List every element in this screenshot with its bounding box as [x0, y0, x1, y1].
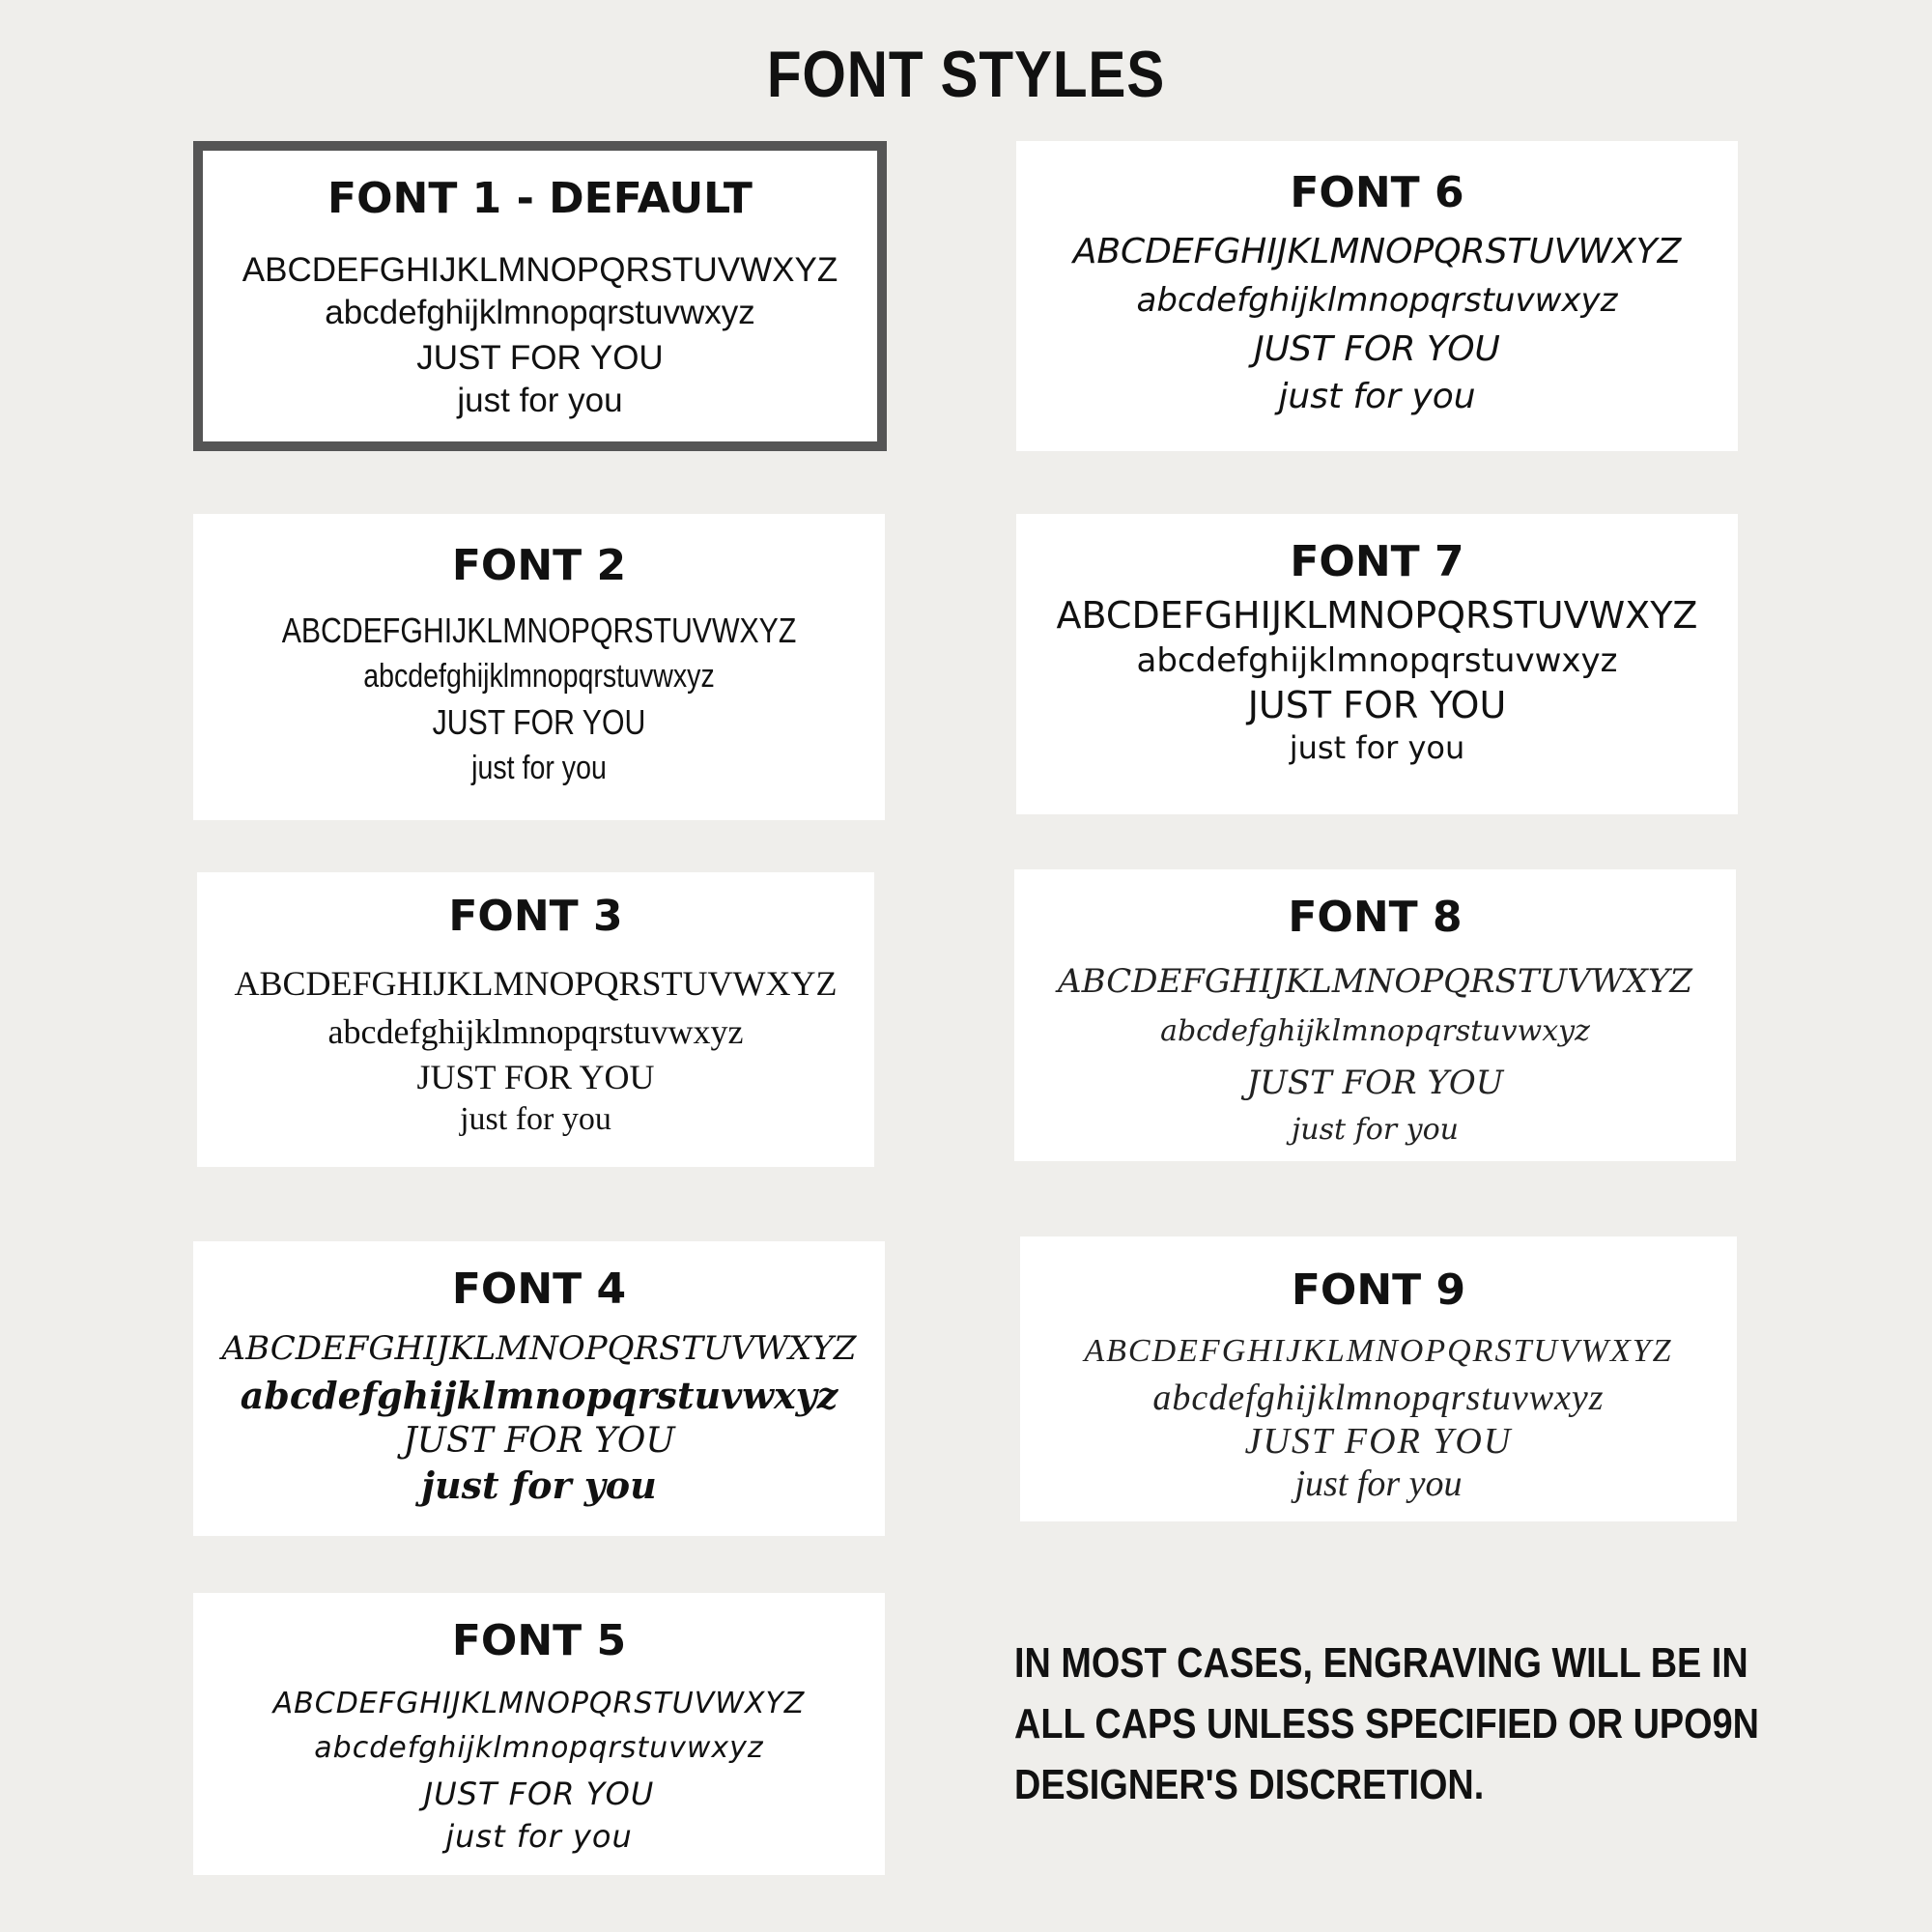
uppercase-sample: ABCDEFGHIJKLMNOPQRSTUVWXYZ: [221, 1329, 857, 1368]
engraving-note-line: IN MOST CASES, ENGRAVING WILL BE IN: [1014, 1639, 1748, 1687]
font-card-title: FONT 5: [451, 1616, 627, 1665]
engraving-note-line: ALL CAPS UNLESS SPECIFIED OR UPO9N: [1014, 1700, 1759, 1747]
font-card-1[interactable]: [193, 141, 887, 451]
font-card-7[interactable]: [1016, 514, 1738, 814]
font-card-5[interactable]: [193, 1593, 885, 1875]
font-card-6[interactable]: [1016, 141, 1738, 451]
font-card-4[interactable]: [193, 1241, 885, 1536]
lower-phrase-sample: just for you: [471, 750, 607, 786]
uppercase-sample: ABCDEFGHIJKLMNOPQRSTUVWXYZ: [1058, 962, 1692, 1001]
caps-phrase-sample: JUST FOR YOU: [416, 339, 664, 377]
uppercase-sample: ABCDEFGHIJKLMNOPQRSTUVWXYZ: [1084, 1333, 1673, 1369]
font-card-title: FONT 4: [451, 1264, 627, 1314]
caps-phrase-sample: JUST FOR YOU: [1244, 1421, 1513, 1462]
uppercase-sample: ABCDEFGHIJKLMNOPQRSTUVWXYZ: [1056, 594, 1698, 637]
lower-phrase-sample: just for you: [457, 382, 623, 419]
font-card-9[interactable]: [1020, 1236, 1737, 1521]
font-card-2[interactable]: [193, 514, 885, 820]
engraving-note: [1014, 1633, 1759, 1815]
uppercase-sample: ABCDEFGHIJKLMNOPQRSTUVWXYZ: [1072, 232, 1682, 271]
font-card-title: FONT 6: [1290, 168, 1464, 217]
uppercase-sample: ABCDEFGHIJKLMNOPQRSTUVWXYZ: [272, 1687, 806, 1720]
caps-phrase-sample: JUST FOR YOU: [403, 1421, 675, 1461]
caps-phrase-sample: JUST FOR YOU: [1254, 329, 1500, 369]
caps-phrase-sample: JUST FOR YOU: [1247, 684, 1507, 726]
lowercase-sample: abcdefghijklmnopqrstuvwxyz: [363, 658, 715, 695]
lowercase-sample: abcdefghijklmnopqrstuvwxyz: [314, 1731, 764, 1765]
uppercase-sample: ABCDEFGHIJKLMNOPQRSTUVWXYZ: [281, 611, 797, 650]
lower-phrase-sample: just for you: [460, 1101, 611, 1137]
font-card-title: FONT 1 - DEFAULT: [327, 174, 753, 223]
lowercase-sample: abcdefghijklmnopqrstuvwxyz: [1160, 1014, 1590, 1048]
lower-phrase-sample: just for you: [1289, 729, 1465, 766]
lowercase-sample: abcdefghijklmnopqrstuvwxyz: [1136, 641, 1618, 680]
lowercase-sample: abcdefghijklmnopqrstuvwxyz: [1152, 1378, 1605, 1418]
lower-phrase-sample: just for you: [445, 1818, 633, 1855]
lowercase-sample: abcdefghijklmnopqrstuvwxyz: [327, 1012, 744, 1051]
lower-phrase-sample: just for you: [1278, 377, 1476, 416]
uppercase-sample: ABCDEFGHIJKLMNOPQRSTUVWXYZ: [234, 964, 838, 1003]
caps-phrase-sample: JUST FOR YOU: [432, 702, 646, 742]
font-card-title: FONT 9: [1291, 1265, 1466, 1315]
caps-phrase-sample: JUST FOR YOU: [423, 1776, 655, 1812]
page-title: FONT STYLES: [766, 38, 1166, 111]
lower-phrase-sample: just for you: [421, 1463, 657, 1507]
engraving-note-line: DESIGNER'S DISCRETION.: [1014, 1761, 1485, 1808]
lower-phrase-sample: just for you: [1294, 1463, 1463, 1504]
uppercase-sample: ABCDEFGHIJKLMNOPQRSTUVWXYZ: [242, 251, 838, 289]
caps-phrase-sample: JUST FOR YOU: [1246, 1064, 1504, 1102]
font-card-title: FONT 7: [1290, 537, 1464, 586]
caps-phrase-sample: JUST FOR YOU: [416, 1058, 655, 1096]
font-card-title: FONT 8: [1288, 893, 1463, 942]
lowercase-sample: abcdefghijklmnopqrstuvwxyz: [240, 1374, 838, 1417]
lower-phrase-sample: just for you: [1292, 1113, 1459, 1147]
lowercase-sample: abcdefghijklmnopqrstuvwxyz: [1136, 281, 1618, 320]
font-card-title: FONT 2: [451, 541, 627, 590]
font-card-title: FONT 3: [448, 892, 623, 941]
font-card-8[interactable]: [1014, 869, 1736, 1161]
lowercase-sample: abcdefghijklmnopqrstuvwxyz: [325, 294, 755, 331]
font-card-3[interactable]: [197, 872, 874, 1167]
